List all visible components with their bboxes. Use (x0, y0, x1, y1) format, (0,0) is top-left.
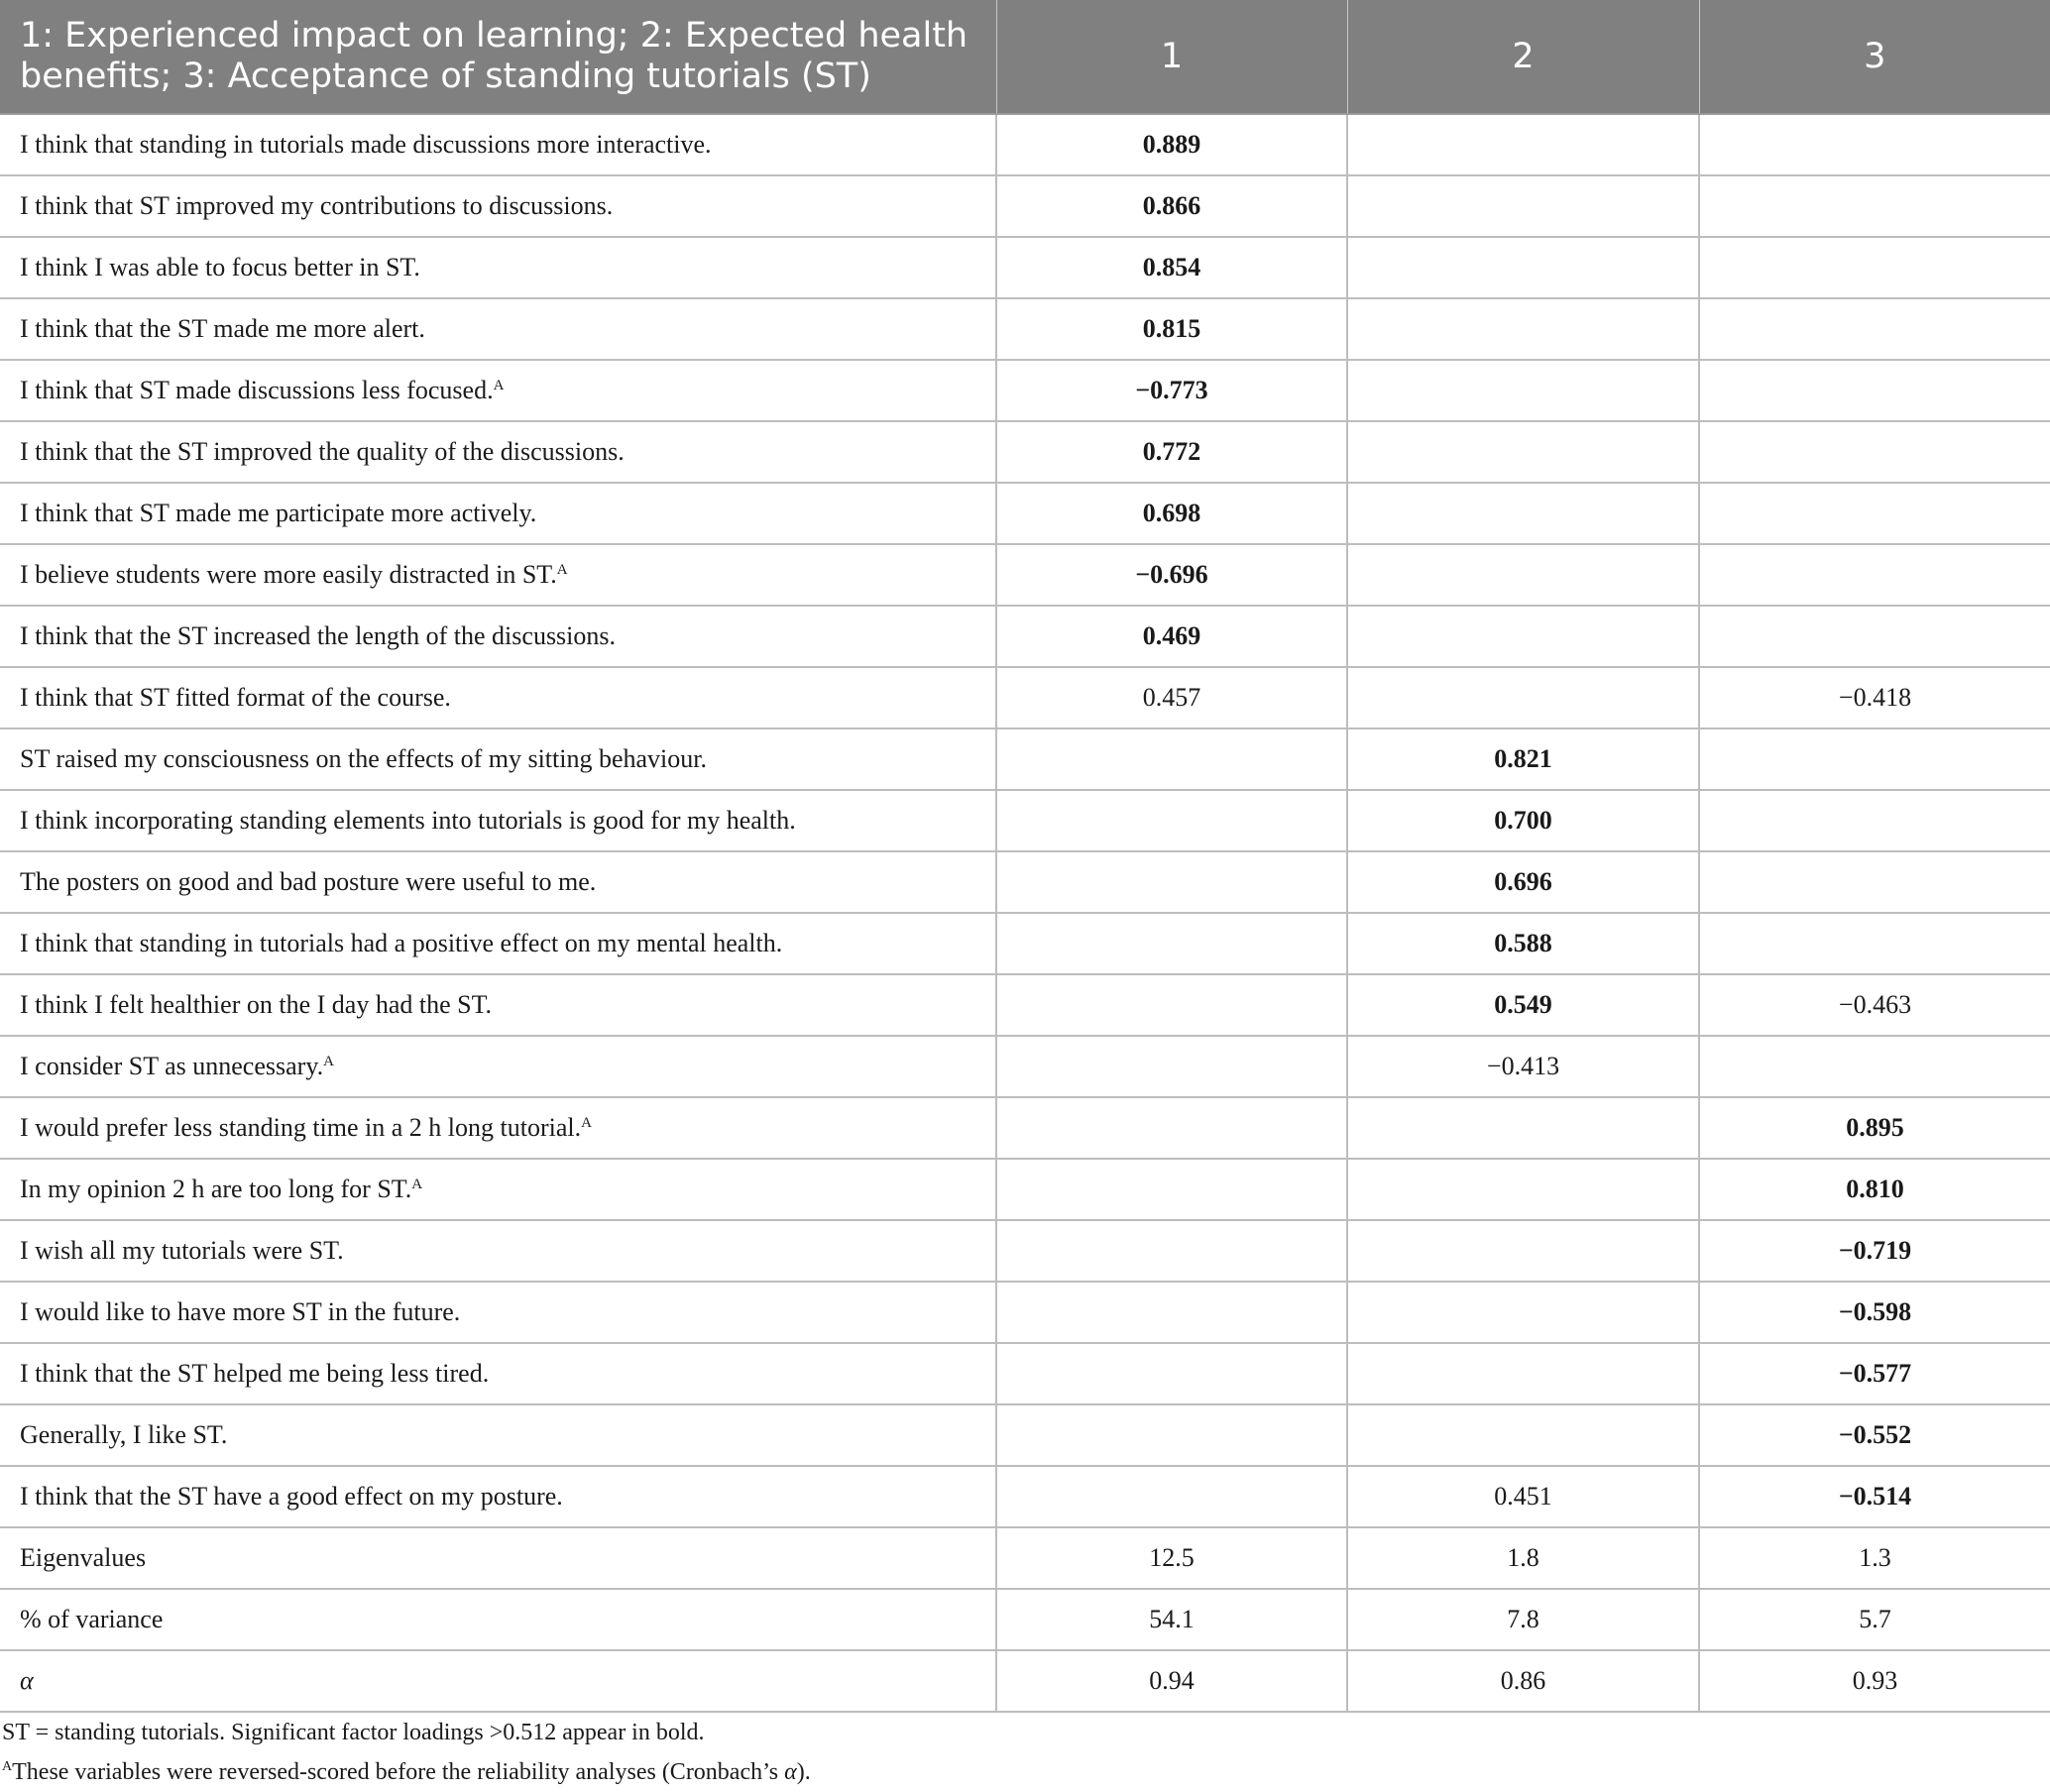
factor-1-loading (996, 1220, 1347, 1282)
item-text: I think that the ST made me more alert. (20, 314, 425, 343)
factor-3-loading (1699, 114, 2050, 175)
table-row (0, 913, 2050, 974)
factor-1-loading (996, 1404, 1347, 1466)
factor-3-loading (1699, 606, 2050, 667)
factor-1-loading (996, 913, 1347, 974)
factor-1-loading (996, 1036, 1347, 1097)
factor-3-loading (1699, 175, 2050, 237)
reversed-marker: A (411, 1176, 423, 1192)
factor-2-loading (1347, 1404, 1699, 1466)
factor-3-loading (1699, 913, 2050, 974)
factor-2-loading (1347, 175, 1699, 237)
table-row (0, 1404, 2050, 1466)
factor-2-loading: 0.696 (1347, 851, 1699, 913)
footnote-abbreviation: ST = standing tutorials. Significant factor loadings >0.512 appear in bold. (2, 1720, 705, 1745)
factor-2-loading (1347, 483, 1699, 544)
table-row (0, 544, 2050, 606)
factor-2-loading (1347, 237, 1699, 298)
table-row (0, 1343, 2050, 1404)
factor-1-loading: 0.469 (996, 606, 1347, 667)
table-row (0, 1220, 2050, 1282)
header-factor-3: 3 (1699, 0, 2050, 114)
factor-1-loading: −0.773 (996, 360, 1347, 421)
reversed-marker: A (323, 1054, 334, 1069)
item-text: I think that standing in tutorials made discussions more interactive. (20, 130, 712, 159)
item-text: I think I felt healthier on the I day had the ST. (20, 990, 493, 1019)
table-header-row (0, 0, 2050, 114)
factor-2-loading: 0.821 (1347, 728, 1699, 790)
factor-3-loading: −0.598 (1699, 1282, 2050, 1343)
item-label (0, 1404, 996, 1466)
item-text: The posters on good and bad posture were useful to me. (20, 867, 597, 896)
factor-1-loading: 0.698 (996, 483, 1347, 544)
factor-3-loading: −0.577 (1699, 1343, 2050, 1404)
factor-3-loading: 0.93 (1699, 1650, 2050, 1712)
table-row (0, 360, 2050, 421)
table-row (0, 1650, 2050, 1712)
factor-2-loading (1347, 1343, 1699, 1404)
item-text: ST raised my consciousness on the effects of my sitting behaviour. (20, 744, 707, 773)
factor-3-loading (1699, 237, 2050, 298)
item-label (0, 606, 996, 667)
factor-3-loading: −0.552 (1699, 1404, 2050, 1466)
factor-1-loading (996, 1343, 1347, 1404)
factor-3-loading: 5.7 (1699, 1589, 2050, 1650)
factor-2-loading: 0.588 (1347, 913, 1699, 974)
factor-1-loading (996, 851, 1347, 913)
reversed-marker: A (556, 562, 568, 578)
item-label (0, 1466, 996, 1527)
factor-1-loading: 0.866 (996, 175, 1347, 237)
factor-2-loading (1347, 360, 1699, 421)
factor-2-loading (1347, 1159, 1699, 1220)
item-text: I think that the ST have a good effect on my posture. (20, 1482, 563, 1511)
factor-2-loading (1347, 421, 1699, 483)
item-label (0, 1036, 996, 1097)
item-label (0, 421, 996, 483)
reversed-marker: A (493, 378, 505, 393)
factor-1-loading: 0.94 (996, 1650, 1347, 1712)
factor-1-loading (996, 974, 1347, 1036)
factor-2-loading (1347, 544, 1699, 606)
item-text: I think that ST improved my contributions to discussions. (20, 191, 614, 220)
factor-2-loading: 1.8 (1347, 1527, 1699, 1589)
footnote-alpha: α (784, 1759, 797, 1785)
reversed-marker: A (581, 1115, 592, 1131)
header-title: 1: Experienced impact on learning; 2: Expected health benefits; 3: Acceptance of standing tutorials (ST) (0, 0, 996, 114)
item-text: I think that ST made discussions less focused. (20, 376, 494, 404)
item-label (0, 1527, 996, 1589)
factor-1-loading (996, 790, 1347, 851)
factor-3-loading (1699, 421, 2050, 483)
footnote-reversed (2, 1752, 2050, 1792)
item-text: I think that the ST improved the quality of the discussions. (20, 437, 625, 466)
factor-1-loading: 12.5 (996, 1527, 1347, 1589)
item-label (0, 667, 996, 728)
factor-2-loading: −0.413 (1347, 1036, 1699, 1097)
item-label (0, 175, 996, 237)
item-label (0, 1650, 996, 1712)
item-text: α (20, 1666, 34, 1695)
factor-1-loading: 0.854 (996, 237, 1347, 298)
item-label (0, 360, 996, 421)
item-text: % of variance (20, 1605, 164, 1633)
factor-2-loading (1347, 606, 1699, 667)
table-row (0, 851, 2050, 913)
factor-3-loading: −0.514 (1699, 1466, 2050, 1527)
header-factor-2: 2 (1347, 0, 1699, 114)
factor-3-loading (1699, 728, 2050, 790)
factor-1-loading: 54.1 (996, 1589, 1347, 1650)
table-row (0, 421, 2050, 483)
table-row (0, 1466, 2050, 1527)
footnote-marker: A (2, 1759, 13, 1774)
table-row (0, 175, 2050, 237)
factor-2-loading (1347, 1220, 1699, 1282)
table-row (0, 114, 2050, 175)
item-label (0, 1159, 996, 1220)
factor-1-loading (996, 1159, 1347, 1220)
item-text: Eigenvalues (20, 1543, 147, 1572)
factor-3-loading (1699, 483, 2050, 544)
factor-1-loading: 0.889 (996, 114, 1347, 175)
item-text: I think that ST made me participate more actively. (20, 499, 537, 527)
item-label (0, 298, 996, 360)
factor-2-loading (1347, 298, 1699, 360)
table-row (0, 483, 2050, 544)
item-label (0, 974, 996, 1036)
item-label (0, 544, 996, 606)
table-row (0, 667, 2050, 728)
table-row (0, 790, 2050, 851)
factor-1-loading (996, 1282, 1347, 1343)
item-label (0, 1220, 996, 1282)
factor-3-loading (1699, 1036, 2050, 1097)
factor-1-loading (996, 728, 1347, 790)
factor-2-loading (1347, 1097, 1699, 1159)
factor-1-loading (996, 1097, 1347, 1159)
item-label (0, 1343, 996, 1404)
factor-3-loading: −0.719 (1699, 1220, 2050, 1282)
item-text: I think that the ST helped me being less tired. (20, 1359, 490, 1388)
item-text: I believe students were more easily distracted in ST. (20, 560, 557, 589)
item-label (0, 790, 996, 851)
item-text: I think I was able to focus better in ST. (20, 253, 420, 281)
factor-2-loading (1347, 667, 1699, 728)
table-footnotes (0, 1713, 2050, 1792)
table-row (0, 237, 2050, 298)
table-body (0, 114, 2050, 1712)
item-text: I think that the ST increased the length of the discussions. (20, 621, 617, 650)
factor-2-loading: 0.86 (1347, 1650, 1699, 1712)
table-row (0, 1589, 2050, 1650)
factor-3-loading: −0.418 (1699, 667, 2050, 728)
factor-2-loading: 0.700 (1347, 790, 1699, 851)
factor-1-loading: 0.815 (996, 298, 1347, 360)
factor-1-loading: 0.457 (996, 667, 1347, 728)
header-factor-1: 1 (996, 0, 1347, 114)
factor-3-loading (1699, 851, 2050, 913)
item-label (0, 237, 996, 298)
table-row (0, 1159, 2050, 1220)
factor-1-loading: −0.696 (996, 544, 1347, 606)
item-text: I consider ST as unnecessary. (20, 1052, 324, 1080)
footnote-end: ). (796, 1759, 811, 1785)
table-row (0, 1282, 2050, 1343)
factor-3-loading (1699, 790, 2050, 851)
factor-2-loading: 7.8 (1347, 1589, 1699, 1650)
item-text: I would like to have more ST in the future. (20, 1297, 461, 1326)
factor-2-loading: 0.549 (1347, 974, 1699, 1036)
factor-3-loading: −0.463 (1699, 974, 2050, 1036)
table-row (0, 298, 2050, 360)
factor-3-loading (1699, 544, 2050, 606)
table-row (0, 728, 2050, 790)
factor-3-loading (1699, 298, 2050, 360)
factor-3-loading (1699, 360, 2050, 421)
item-label (0, 1097, 996, 1159)
factor-1-loading (996, 1466, 1347, 1527)
factor-2-loading (1347, 1282, 1699, 1343)
factor-3-loading: 0.895 (1699, 1097, 2050, 1159)
item-label (0, 114, 996, 175)
table-row (0, 974, 2050, 1036)
item-label (0, 851, 996, 913)
item-text: I think that ST fitted format of the course. (20, 683, 451, 712)
factor-3-loading: 1.3 (1699, 1527, 2050, 1589)
footnote-text: These variables were reversed-scored before the reliability analyses (Cronbach’s (12, 1759, 785, 1785)
factor-2-loading (1347, 114, 1699, 175)
item-label (0, 483, 996, 544)
table-row (0, 1097, 2050, 1159)
item-label (0, 913, 996, 974)
item-text: I think that standing in tutorials had a positive effect on my mental health. (20, 929, 783, 957)
item-label (0, 1282, 996, 1343)
item-label (0, 728, 996, 790)
factor-1-loading: 0.772 (996, 421, 1347, 483)
item-text: I would prefer less standing time in a 2 h long tutorial. (20, 1113, 582, 1142)
item-label (0, 1589, 996, 1650)
table-row (0, 1527, 2050, 1589)
item-text: In my opinion 2 h are too long for ST. (20, 1175, 412, 1203)
item-text: I wish all my tutorials were ST. (20, 1236, 344, 1265)
item-text: Generally, I like ST. (20, 1420, 228, 1449)
table-row (0, 1036, 2050, 1097)
factor-2-loading: 0.451 (1347, 1466, 1699, 1527)
item-text: I think incorporating standing elements into tutorials is good for my health. (20, 806, 796, 835)
table-row (0, 606, 2050, 667)
factor-3-loading: 0.810 (1699, 1159, 2050, 1220)
